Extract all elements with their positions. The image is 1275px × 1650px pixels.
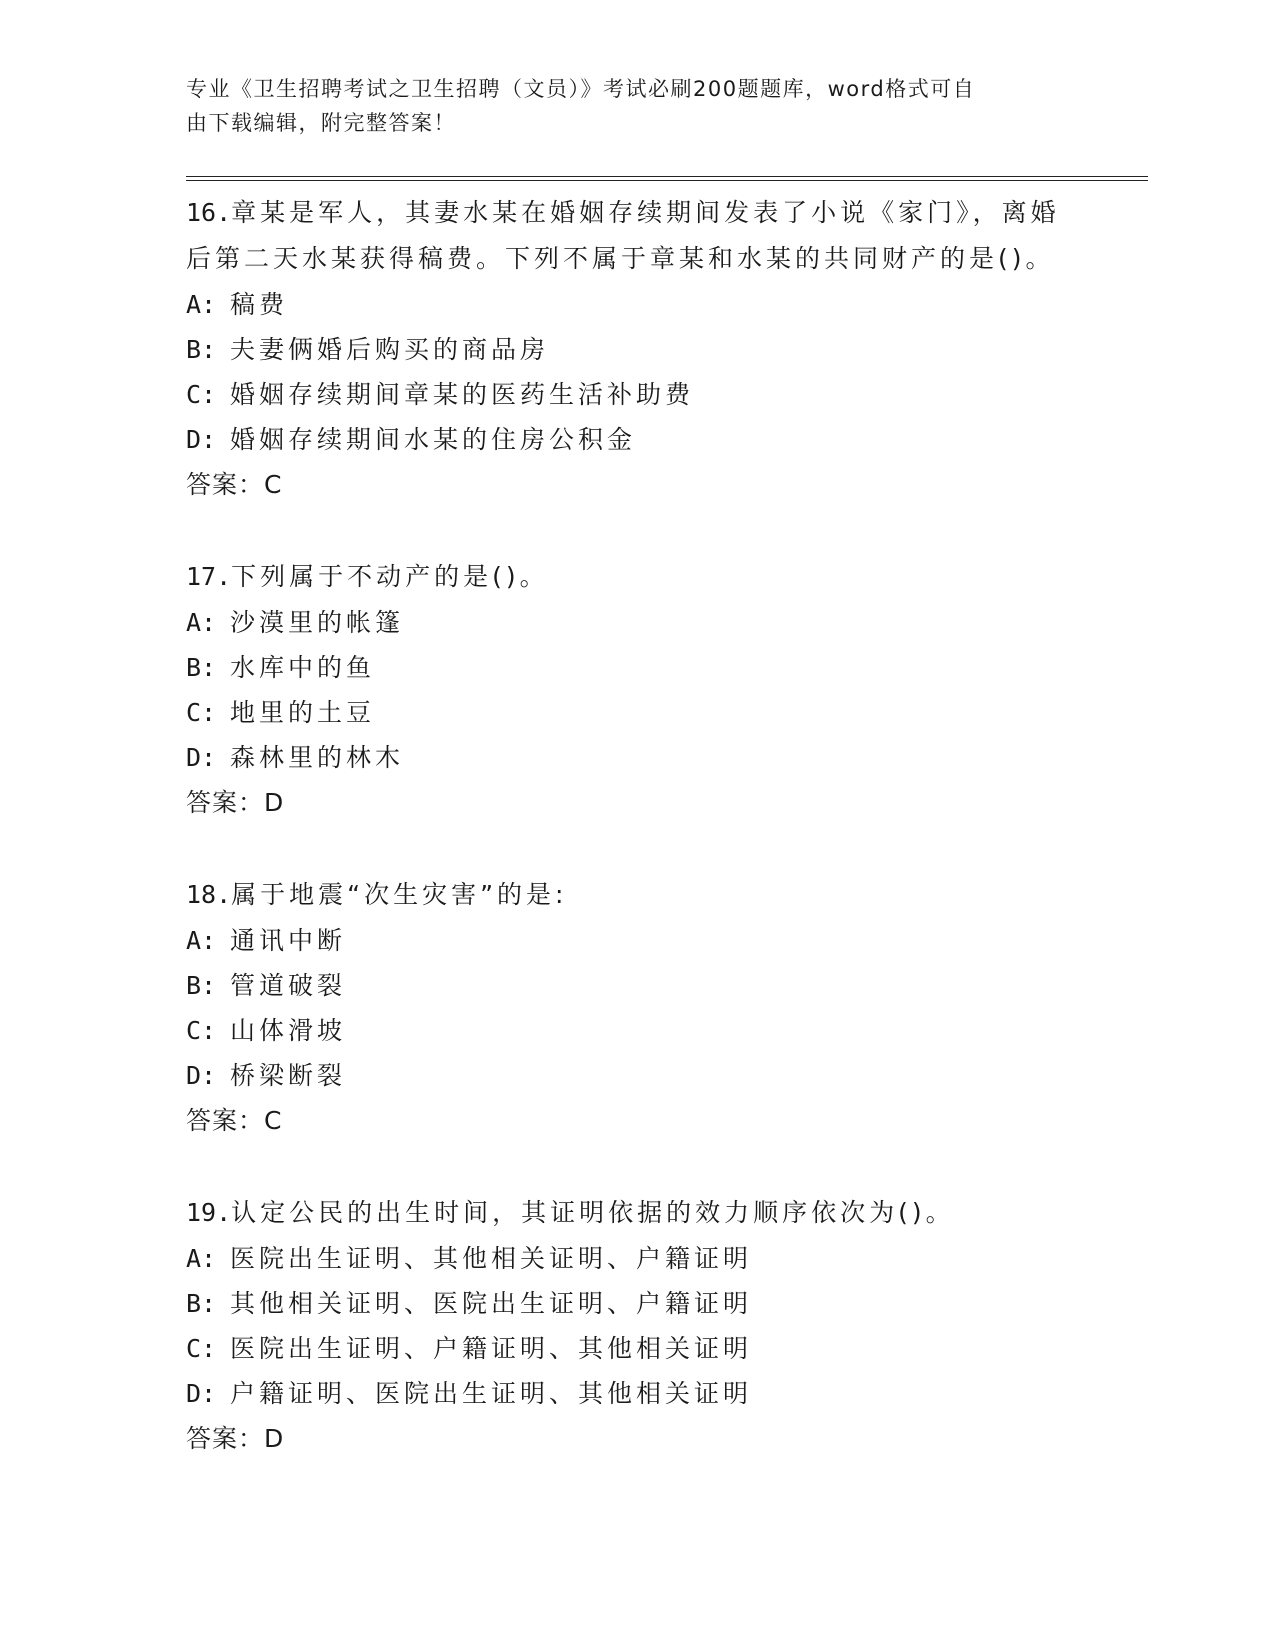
question-stem-text: 章某是军人，其妻水某在婚姻存续期间发表了小说《家门》，离婚 xyxy=(231,198,1060,227)
option-a xyxy=(186,282,1086,327)
question-stem-text: 下列属于不动产的是()。 xyxy=(231,562,549,591)
option-letter: D: xyxy=(186,743,217,772)
option-a xyxy=(186,1236,1086,1281)
question-stem-line xyxy=(186,1190,1086,1236)
option-text: 户籍证明、医院出生证明、其他相关证明 xyxy=(230,1379,753,1408)
question-stem-line xyxy=(186,190,1086,236)
option-text: 地里的土豆 xyxy=(230,698,376,727)
question-16 xyxy=(186,190,1086,508)
header-divider xyxy=(186,176,1148,181)
option-d xyxy=(186,735,1086,780)
option-letter: C: xyxy=(186,698,217,727)
question-17 xyxy=(186,554,1086,826)
question-stem-line: 后第二天水某获得稿费。下列不属于章某和水某的共同财产的是()。 xyxy=(186,244,1055,273)
option-text: 管道破裂 xyxy=(230,971,347,1000)
question-19 xyxy=(186,1190,1086,1462)
option-letter: C: xyxy=(186,1016,217,1045)
option-letter: B: xyxy=(186,971,217,1000)
option-letter: D: xyxy=(186,1061,217,1090)
option-a xyxy=(186,600,1086,645)
option-c xyxy=(186,690,1086,735)
option-text: 其他相关证明、医院出生证明、户籍证明 xyxy=(230,1289,753,1318)
option-letter: A: xyxy=(186,290,217,319)
option-text: 森林里的林木 xyxy=(230,743,405,772)
option-text: 夫妻俩婚后购买的商品房 xyxy=(230,335,550,364)
option-text: 婚姻存续期间章某的医药生活补助费 xyxy=(230,380,695,409)
option-text: 稿费 xyxy=(230,290,289,319)
option-b xyxy=(186,1281,1086,1326)
question-list xyxy=(186,190,1086,1508)
option-text: 水库中的鱼 xyxy=(230,653,376,682)
option-d xyxy=(186,1053,1086,1098)
header-line-2: 由下载编辑，附完整答案！ xyxy=(186,111,456,135)
question-number: 19. xyxy=(186,1198,232,1227)
option-letter: C: xyxy=(186,380,217,409)
option-d xyxy=(186,1371,1086,1416)
answer-line: 答案：C xyxy=(186,470,283,499)
answer-line: 答案：D xyxy=(186,788,285,817)
question-number: 16. xyxy=(186,198,232,227)
option-letter: B: xyxy=(186,1289,217,1318)
question-stem-line xyxy=(186,872,1086,918)
option-a xyxy=(186,918,1086,963)
document-header xyxy=(186,72,1066,140)
option-letter: A: xyxy=(186,926,217,955)
answer-line: 答案：C xyxy=(186,1106,283,1135)
option-text: 婚姻存续期间水某的住房公积金 xyxy=(230,425,637,454)
option-letter: C: xyxy=(186,1334,217,1363)
option-text: 山体滑坡 xyxy=(230,1016,347,1045)
option-letter: B: xyxy=(186,653,217,682)
option-d xyxy=(186,417,1086,462)
question-stem-text: 属于地震“次生灾害”的是: xyxy=(231,880,568,909)
option-text: 医院出生证明、其他相关证明、户籍证明 xyxy=(230,1244,753,1273)
option-c xyxy=(186,372,1086,417)
option-b xyxy=(186,327,1086,372)
option-c xyxy=(186,1008,1086,1053)
question-number: 17. xyxy=(186,562,232,591)
option-letter: D: xyxy=(186,1379,217,1408)
option-text: 沙漠里的帐篷 xyxy=(230,608,405,637)
option-text: 通讯中断 xyxy=(230,926,347,955)
option-text: 桥梁断裂 xyxy=(230,1061,347,1090)
option-letter: A: xyxy=(186,608,217,637)
header-line-1: 专业《卫生招聘考试之卫生招聘（文员）》考试必刷200题题库，word格式可自 xyxy=(186,77,976,101)
option-letter: D: xyxy=(186,425,217,454)
option-text: 医院出生证明、户籍证明、其他相关证明 xyxy=(230,1334,753,1363)
option-b xyxy=(186,963,1086,1008)
question-18 xyxy=(186,872,1086,1144)
question-number: 18. xyxy=(186,880,232,909)
answer-line: 答案：D xyxy=(186,1424,285,1453)
question-stem-text: 认定公民的出生时间，其证明依据的效力顺序依次为()。 xyxy=(231,1198,955,1227)
question-stem-line xyxy=(186,554,1086,600)
option-letter: A: xyxy=(186,1244,217,1273)
option-letter: B: xyxy=(186,335,217,364)
option-b xyxy=(186,645,1086,690)
option-c xyxy=(186,1326,1086,1371)
